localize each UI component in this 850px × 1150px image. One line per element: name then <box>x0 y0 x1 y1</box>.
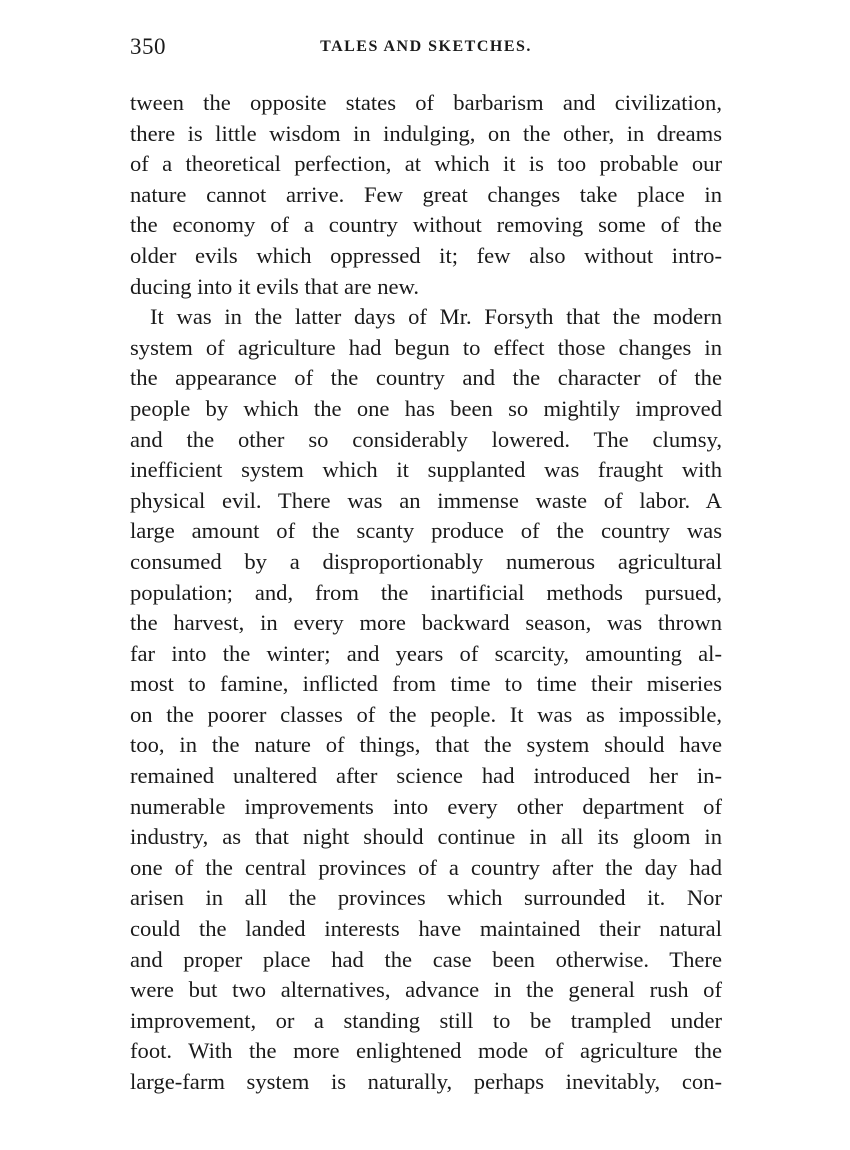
text-line: tween the opposite states of barbarism and civilization, <box>130 90 722 115</box>
text-line: industry, as that night should continue in all its gloom in <box>130 824 722 850</box>
text-line: remained unaltered after science had introduced her in- <box>130 763 722 789</box>
text-line: foot. With the more enlightened mode of agriculture the <box>130 1038 722 1064</box>
text-line: large-farm system is naturally, perhaps inevitably, con- <box>130 1069 722 1094</box>
running-head: TALES AND SKETCHES. <box>320 38 532 55</box>
text-line: there is little wisdom in indulging, on the other, in dreams <box>130 120 722 146</box>
text-line: numerable improvements into every other department of <box>130 793 722 819</box>
page-number: 350 <box>130 34 166 59</box>
body-text <box>130 88 722 1098</box>
text-line: population; and, from the inartificial methods pursued, <box>130 579 722 605</box>
text-line: inefficient system which it supplanted was fraught with <box>130 457 722 483</box>
page-header <box>130 34 722 64</box>
text-line: the harvest, in every more backward season, was thrown <box>130 610 722 636</box>
text-line: the economy of a country without removing some of the <box>130 212 722 238</box>
text-line: the appearance of the country and the character of the <box>130 365 722 391</box>
text-line: and the other so considerably lowered. The clumsy, <box>130 426 722 452</box>
text-line: nature cannot arrive. Few great changes take place in <box>130 181 722 207</box>
text-line: arisen in all the provinces which surrounded it. Nor <box>130 885 722 911</box>
text-line: older evils which oppressed it; few also without intro- <box>130 242 722 268</box>
text-line: system of agriculture had begun to effect those changes in <box>130 334 722 360</box>
text-line: on the poorer classes of the people. It was as impossible, <box>130 701 722 727</box>
text-line: too, in the nature of things, that the system should have <box>130 732 722 758</box>
text-line: people by which the one has been so mightily improved <box>130 395 722 421</box>
text-line: could the landed interests have maintained their natural <box>130 916 722 942</box>
text-line: and proper place had the case been otherwise. There <box>130 946 722 972</box>
text-line: consumed by a disproportionably numerous agricultural <box>130 548 722 574</box>
text-line: were but two alternatives, advance in the general rush of <box>130 977 722 1003</box>
text-line: far into the winter; and years of scarcity, amounting al- <box>130 640 722 666</box>
text-line: of a theoretical perfection, at which it is too probable our <box>130 151 722 177</box>
text-line: large amount of the scanty produce of the country was <box>130 518 722 544</box>
text-line: ducing into it evils that are new. <box>130 273 420 299</box>
text-line: one of the central provinces of a country after the day had <box>130 854 722 880</box>
text-line: most to famine, inflicted from time to time their miseries <box>130 671 722 697</box>
text-line: physical evil. There was an immense waste of labor. A <box>130 487 722 513</box>
text-line: It was in the latter days of Mr. Forsyth that the modern <box>150 304 722 330</box>
text-line: improvement, or a standing still to be trampled under <box>130 1007 722 1033</box>
